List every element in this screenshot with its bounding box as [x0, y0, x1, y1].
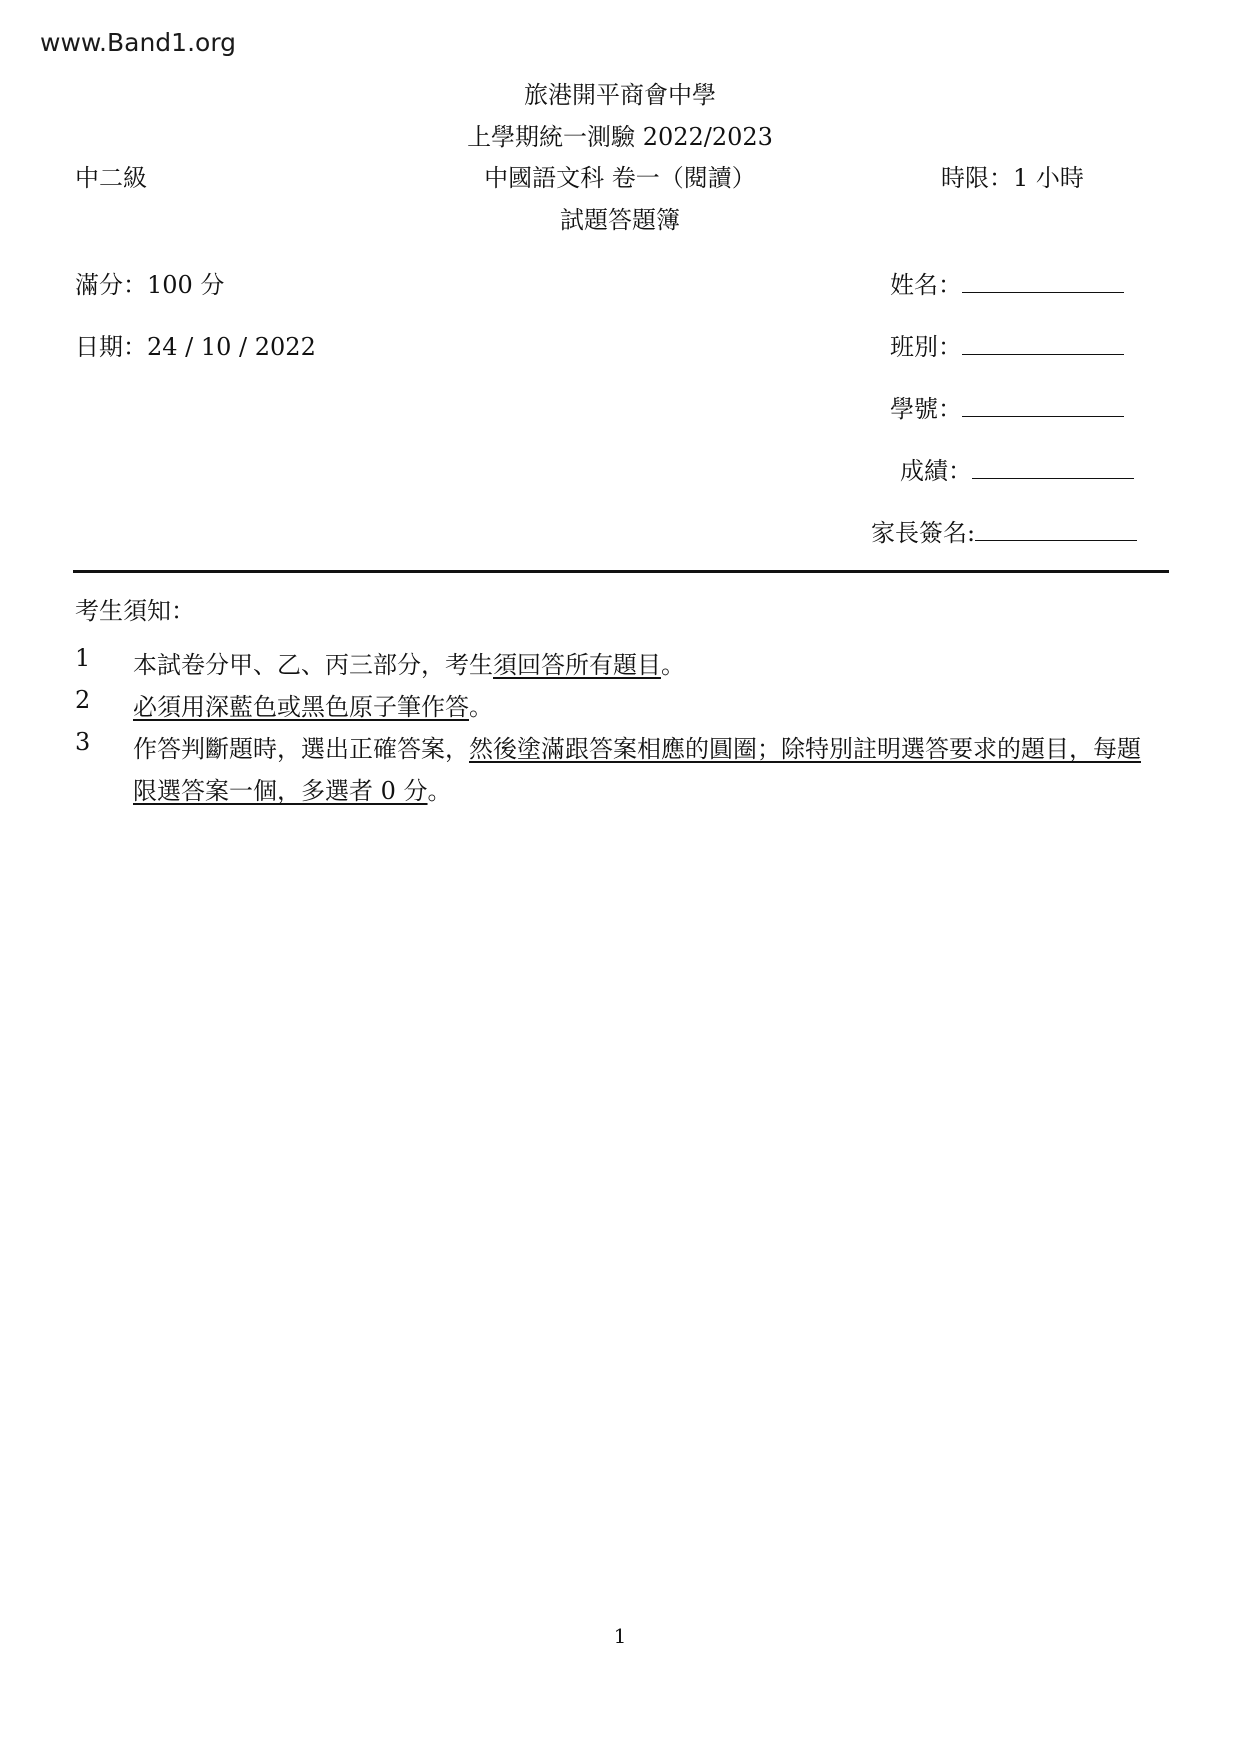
- subject-title: 中國語文科 卷一（閱讀）: [484, 164, 756, 192]
- student-number-blank[interactable]: [962, 394, 1124, 417]
- name-blank[interactable]: [962, 270, 1124, 293]
- student-number-field[interactable]: [890, 394, 1124, 424]
- instruction-tail: 。: [427, 777, 452, 805]
- exam-title: 上學期統一測驗 2022/2023: [467, 123, 773, 151]
- school-name: 旅港開平商會中學: [524, 81, 716, 109]
- student-number-label: 學號：: [890, 395, 962, 423]
- instruction-underlined: 須回答所有題目: [493, 651, 661, 679]
- name-label: 姓名：: [890, 271, 962, 299]
- instruction-tail: 。: [661, 651, 685, 679]
- instruction-number: 3: [75, 728, 91, 756]
- instruction-text: [133, 644, 1163, 686]
- parent-signature-blank[interactable]: [975, 518, 1137, 541]
- score-blank[interactable]: [972, 456, 1134, 479]
- instruction-number: 1: [75, 644, 91, 672]
- parent-signature-field[interactable]: [871, 518, 1137, 548]
- booklet-title: 試題答題簿: [560, 206, 680, 234]
- class-blank[interactable]: [962, 332, 1124, 355]
- instruction-plain: 作答判斷題時，選出正確答案，: [133, 735, 469, 763]
- exam-date: 日期：24 / 10 / 2022: [75, 333, 316, 361]
- instructions-title: 考生須知：: [75, 597, 195, 625]
- grade-label: 中二級: [75, 164, 147, 192]
- instruction-text: [133, 728, 1163, 812]
- name-field[interactable]: [890, 270, 1124, 300]
- header-divider: [73, 570, 1169, 573]
- page-number: 1: [613, 1624, 627, 1648]
- full-marks: 滿分：100 分: [75, 271, 225, 299]
- class-field[interactable]: [890, 332, 1124, 362]
- score-label: 成績：: [900, 457, 972, 485]
- class-label: 班別：: [890, 333, 962, 361]
- instruction-number: 2: [75, 686, 91, 714]
- parent-signature-label: 家長簽名:: [871, 519, 976, 547]
- instruction-plain: 本試卷分甲、乙、丙三部分，考生: [133, 651, 493, 679]
- instruction-underlined: 必須用深藍色或黑色原子筆作答: [133, 693, 469, 721]
- watermark: www.Band1.org: [40, 28, 237, 57]
- time-limit: 時限：1 小時: [941, 164, 1084, 192]
- instruction-tail: 。: [469, 693, 493, 721]
- instruction-underlined: 然後塗滿跟答案相應的圓圈；除特別註明選答要求的題目，每題限選答案一個，多選者 0 分: [133, 735, 1141, 805]
- score-field[interactable]: [900, 456, 1134, 486]
- instruction-text: [133, 686, 1163, 728]
